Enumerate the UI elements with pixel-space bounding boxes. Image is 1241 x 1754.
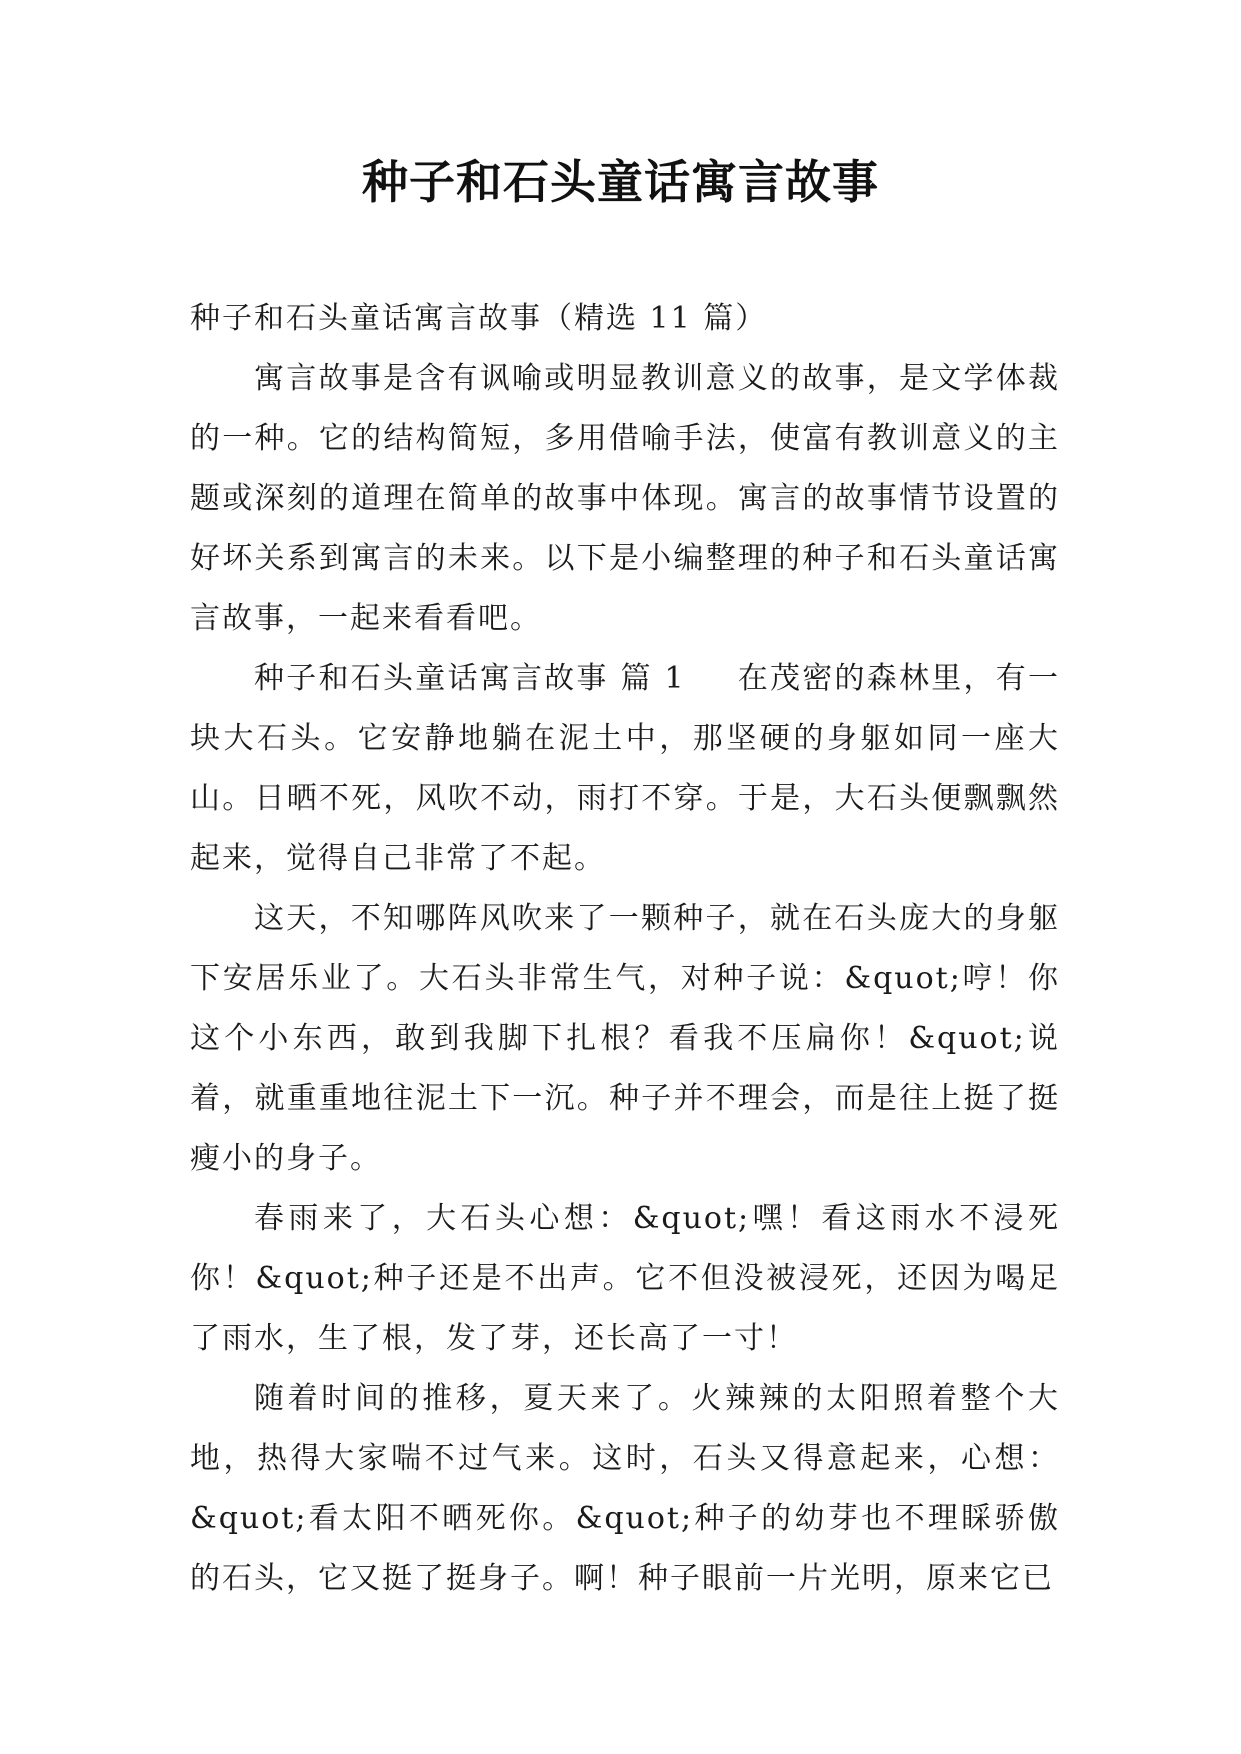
chapter-heading: 种子和石头童话寓言故事 篇 1 [254, 661, 686, 696]
document-subtitle: 种子和石头童话寓言故事（精选 11 篇） [190, 301, 768, 336]
intro-paragraph: 寓言故事是含有讽喻或明显教训意义的故事，是文学体裁的一种。它的结构简短，多用借喻手法，使富有教训意义的主题或深刻的道理在简单的故事中体现。寓言的故事情节设置的好坏关系到寓言的未来。以下是小编整理的种子和石头童话寓言故事，一起来看看吧。 [190, 361, 1060, 636]
story-paragraph: 随着时间的推移，夏天来了。火辣辣的太阳照着整个大地，热得大家喘不过气来。这时，石头又得意起来，心想：&quot;看太阳不晒死你。&quot;种子的幼芽也不理睬骄傲的石头，它又挺了挺身子。啊！种子眼前一片光明，原来它已 [190, 1381, 1060, 1596]
document-title: 种子和石头童话寓言故事 [362, 155, 879, 209]
chapter-1-paragraph [190, 649, 1060, 889]
document-body [190, 289, 1060, 1609]
story-paragraph: 春雨来了，大石头心想：&quot;嘿！看这雨水不浸死你！&quot;种子还是不出声。它不但没被浸死，还因为喝足了雨水，生了根，发了芽，还长高了一寸！ [190, 1201, 1060, 1356]
story-paragraph: 这天，不知哪阵风吹来了一颗种子，就在石头庞大的身躯下安居乐业了。大石头非常生气，对种子说：&quot;哼！你这个小东西，敢到我脚下扎根？看我不压扁你！&quot;说着，就重重地往泥土下一沉。种子并不理会，而是往上挺了挺瘦小的身子。 [190, 901, 1060, 1176]
chapter-first-text: 在茂密的森林里，有一块大石头。它安静地躺在泥土中，那坚硬的身躯如同一座大山。日晒不死，风吹不动，雨打不穿。于是，大石头便飘飘然起来，觉得自己非常了不起。 [190, 661, 1060, 876]
